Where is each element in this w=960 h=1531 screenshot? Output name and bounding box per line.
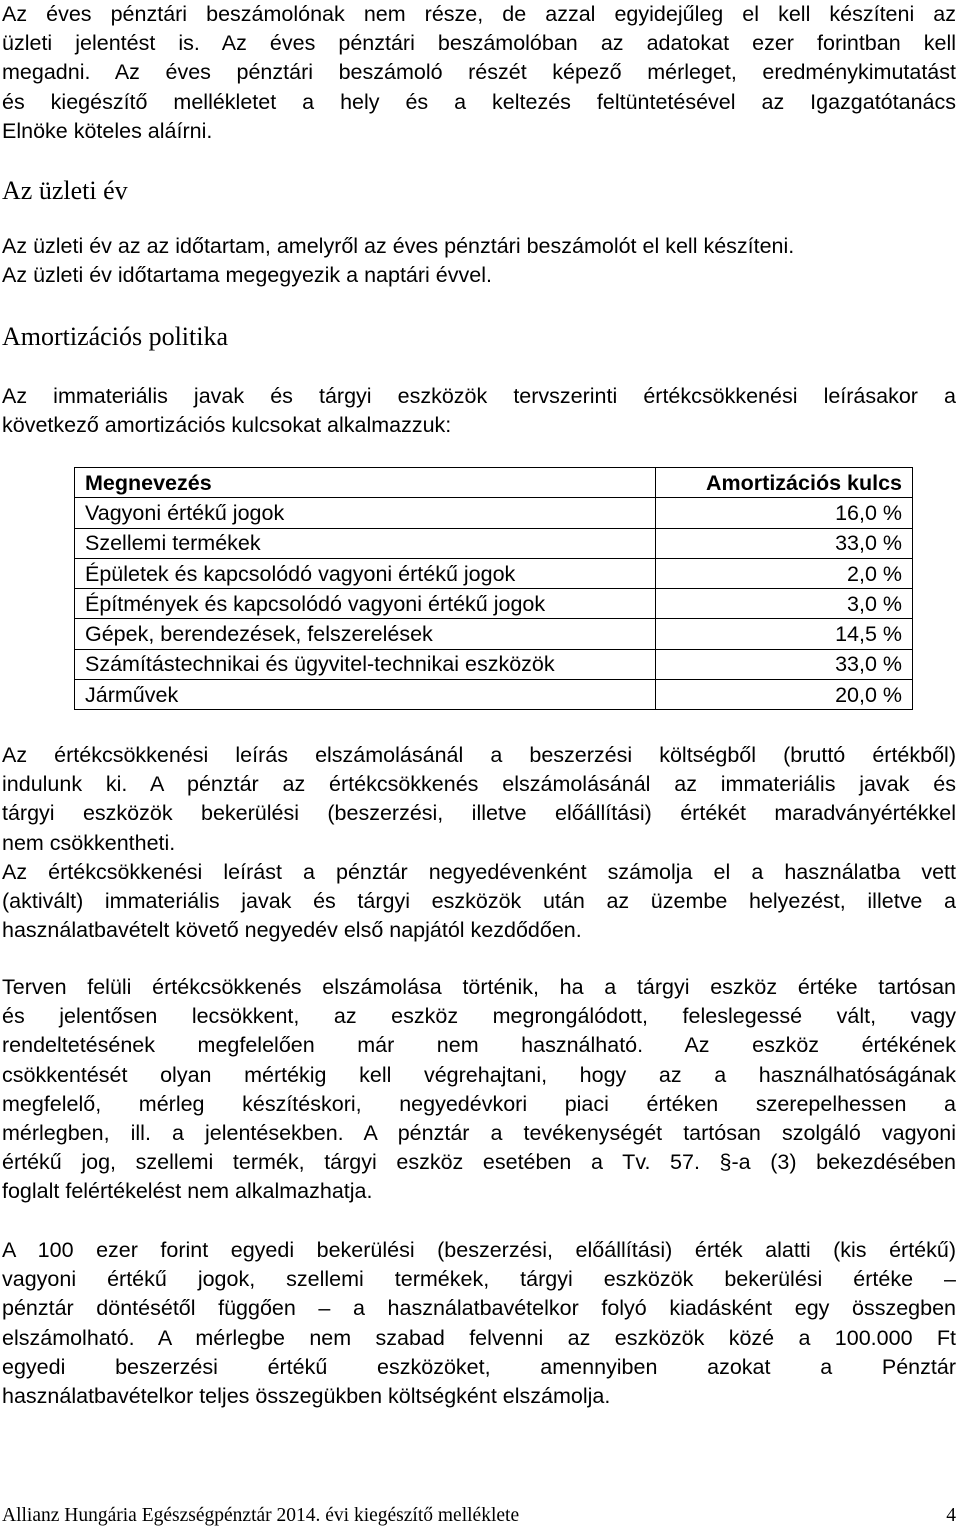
paragraph-line: indulunk ki. A pénztár az értékcsökkenés elszámolásánál az immateriális javak és — [2, 772, 956, 797]
paragraph-line: rendeltetésének megfelelően már nem használható. Az eszköz értékének — [2, 1033, 956, 1058]
page-number: 4 — [946, 1505, 956, 1526]
extraordinary-depreciation-paragraph — [2, 973, 956, 1207]
depreciation-rate-cell: 3,0 % — [656, 589, 913, 619]
paragraph-line: Terven felüli értékcsökkenés elszámolása történik, ha a tárgyi eszköz értéke tartósan — [2, 975, 956, 999]
paragraph-line: foglalt felértékelést nem alkalmazhatja. — [2, 1179, 373, 1204]
intro-line: Elnöke köteles aláírni. — [2, 118, 213, 143]
paragraph-line: megfelelő, mérleg készítéskori, negyedévkori piaci értéken szerepelhessen a — [2, 1091, 956, 1116]
depreciation-accounting-paragraph — [2, 741, 956, 945]
asset-category-cell: Építmények és kapcsolódó vagyoni értékű jogok — [75, 589, 656, 619]
column-header-rate: Amortizációs kulcs — [656, 468, 913, 498]
table-row — [75, 680, 913, 710]
paragraph-line: használatbavételkor teljes összegükben költségként elszámolja. — [2, 1384, 611, 1409]
paragraph-line: egyedi beszerzési értékű eszközöket, amennyiben azokat a Pénztár — [2, 1354, 956, 1379]
depreciation-rate-cell: 33,0 % — [656, 528, 913, 558]
depreciation-intro-line: Az immateriális javak és tárgyi eszközök tervszerinti értékcsökkenési leírásakor a — [2, 384, 956, 408]
footer-title: Allianz Hungária Egészségpénztár 2014. évi kiegészítő melléklete — [2, 1505, 520, 1526]
paragraph-line: pénztár döntésétől függően – a használatbavételkor folyó kiadásként egy összegben — [2, 1296, 956, 1321]
business-year-line: Az üzleti év az az időtartam, amelyről az éves pénztári beszámolót el kell készíteni. — [2, 234, 795, 258]
business-year-line: Az üzleti év időtartama megegyezik a naptári évvel. — [2, 263, 492, 288]
asset-category-cell: Épületek és kapcsolódó vagyoni értékű jogok — [75, 558, 656, 588]
depreciation-rate-cell: 20,0 % — [656, 680, 913, 710]
depreciation-rate-cell: 16,0 % — [656, 498, 913, 528]
intro-paragraph — [2, 0, 956, 146]
asset-category-cell: Járművek — [75, 680, 656, 710]
paragraph-line: elszámolható. A mérlegbe nem szabad felvenni az eszközök közé a 100.000 Ft — [2, 1325, 956, 1350]
depreciation-rates-table — [74, 467, 913, 710]
paragraph-line: és jelentősen lecsökkent, az eszköz megrongálódott, feleslegessé vált, vagy — [2, 1004, 956, 1029]
paragraph-line: csökkentését olyan mértékig kell végrehajtani, hogy az a használhatóságának — [2, 1062, 956, 1087]
heading-depreciation-policy: Amortizációs politika — [2, 322, 229, 351]
paragraph-line: A 100 ezer forint egyedi bekerülési (beszerzési, előállítási) érték alatti (kis értékű) — [2, 1238, 956, 1262]
paragraph-line: vagyoni értékű jogok, szellemi termékek, tárgyi eszközök bekerülési értéke – — [2, 1267, 956, 1292]
table-row — [75, 558, 913, 588]
business-year-paragraph — [2, 232, 956, 290]
depreciation-intro-line: következő amortizációs kulcsokat alkalmazzuk: — [2, 413, 452, 438]
paragraph-line: (aktivált) immateriális javak és tárgyi eszközök után az üzembe helyezést, illetve a — [2, 889, 956, 914]
depreciation-rate-cell: 2,0 % — [656, 558, 913, 588]
intro-line: és kiegészítő mellékletet a hely és a keltezés feltüntetésével az Igazgatótanács — [2, 89, 956, 114]
paragraph-line: használatbavételt követő negyedév első napjától kezdődően. — [2, 918, 582, 943]
paragraph-line: Az értékcsökkenési leírást a pénztár negyedévenként számolja el a használatba vett — [2, 859, 956, 884]
asset-category-cell: Gépek, berendezések, felszerelések — [75, 619, 656, 649]
heading-business-year: Az üzleti év — [2, 176, 128, 205]
table-row — [75, 649, 913, 679]
table-row — [75, 589, 913, 619]
small-value-assets-paragraph — [2, 1236, 956, 1411]
intro-line: Az éves pénztári beszámolónak nem része, de azzal egyidejűleg el kell készíteni az — [2, 2, 956, 26]
table-row — [75, 528, 913, 558]
intro-line: megadni. Az éves pénztári beszámoló részét képező mérleget, eredménykimutatást — [2, 60, 956, 85]
paragraph-line: nem csökkentheti. — [2, 830, 176, 855]
asset-category-cell: Vagyoni értékű jogok — [75, 498, 656, 528]
depreciation-intro-paragraph — [2, 382, 956, 440]
column-header-name: Megnevezés — [75, 468, 656, 498]
paragraph-line: Az értékcsökkenési leírás elszámolásánál a beszerzési költségből (bruttó értékből) — [2, 743, 956, 767]
table-header-row — [75, 468, 913, 498]
intro-line: üzleti jelentést is. Az éves pénztári beszámolóban az adatokat ezer forintban kell — [2, 31, 956, 56]
asset-category-cell: Szellemi termékek — [75, 528, 656, 558]
table-row — [75, 498, 913, 528]
paragraph-line: tárgyi eszközök bekerülési (beszerzési, illetve előállítási) értékét maradványértékkel — [2, 801, 956, 826]
depreciation-rate-cell: 33,0 % — [656, 649, 913, 679]
depreciation-rate-cell: 14,5 % — [656, 619, 913, 649]
paragraph-line: értékű jog, szellemi termék, tárgyi eszköz esetében a Tv. 57. §-a (3) bekezdésében — [2, 1150, 956, 1175]
paragraph-line: mérlegben, ill. a jelentésekben. A pénztár a tevékenységét tartósan szolgáló vagyoni — [2, 1121, 956, 1146]
table-row — [75, 619, 913, 649]
asset-category-cell: Számítástechnikai és ügyvitel-technikai eszközök — [75, 649, 656, 679]
